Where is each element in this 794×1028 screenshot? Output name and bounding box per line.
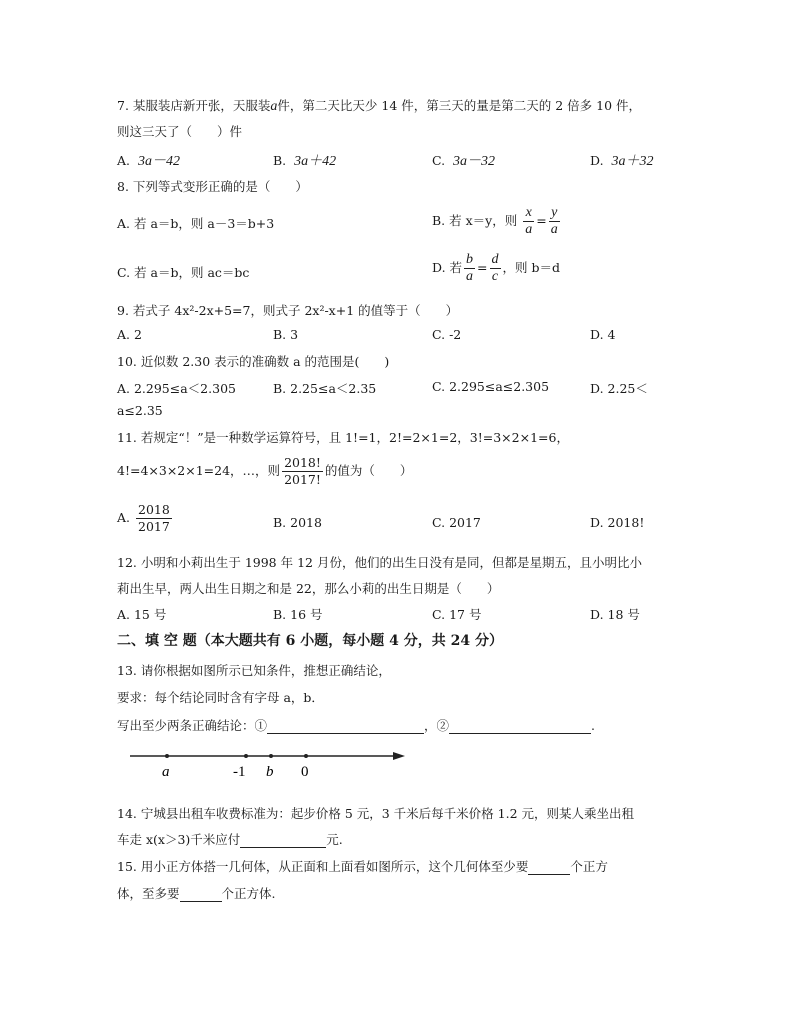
q11-option-c: C. 2017 [432,515,481,530]
q13-line2: 要求：每个结论同时含有字母 a，b． [117,690,324,705]
q12-line2: 莉出生早，两人出生日期之和是 22，那么小莉的出生日期是（ ） [117,581,500,596]
q9-stem: 9. 若式子 4x²-2x+5=7，则式子 2x²-x+1 的值等于（ ） [117,303,459,318]
section-heading: 二、填 空 题（本大题共有 6 小题，每小题 4 分，共 24 分） [117,633,503,649]
q11-line2: 4!=4×3×2×1=24，…，则 $\frac{2018!}{2017!}$ 的值为（ ） [117,455,413,487]
q8-d-frac-1: $\frac{b}{a}$ [466,252,474,284]
q14-line1: 14. 宁城县出租车收费标准为：起步价格 5 元，3 千米后每千米价格 1.2 元，则某人乘坐出租 [117,806,635,821]
q8-stem: 8. 下列等式变形正确的是（ ） [117,179,308,194]
q7-text-b: 件，第二天比天少 14 件，第三天的量是第二天的 2 倍多 10 件， [277,98,642,113]
q10-stem: 10. 近似数 2.30 表示的准确数 a 的范围是( ) [117,354,390,369]
q11-option-d: D. 2018! [590,515,645,530]
q11-a-frac: $\frac{2018}{2017}$ [138,502,170,534]
q10-option-c: C. 2.295≤a≤2.305 [432,379,550,394]
q12-option-d: D. 18 号 [590,607,640,622]
q7-option-a: A. 3a－42 [117,153,180,169]
q7-line1 [117,96,641,115]
q7-text-a: 7. 某服装店新开张，天服装 [117,98,271,113]
label-b: b [266,764,274,780]
label-minus-one: -1 [233,764,246,780]
q7-option-d: D. 3a＋32 [590,153,654,169]
q11-option-a: A. $\frac{2018}{2017}$ [117,502,170,534]
q9-option-d: D. 4 [590,327,616,342]
q8-option-a: A. 若 a＝b，则 a－3＝b+3 [117,216,275,231]
q14-line2: 车走 x(x＞3)千米应付 元. [117,832,343,847]
q10-option-b: B. 2.25≤a＜2.35 [273,381,377,396]
point-a [165,754,169,758]
q14-answer-blank[interactable] [240,835,326,848]
q7-line2: 则这三天了（ ）件 [117,124,243,139]
q12-option-c: C. 17 号 [432,607,482,622]
q15-answer-blank-max[interactable] [180,889,222,902]
point-b [269,754,273,758]
q12-option-b: B. 16 号 [273,607,323,622]
q11-line1: 11. 若规定“！”是一种数学运算符号，且 1!=1，2!=2×1=2，3!=3×2×1=6， [117,430,569,445]
q9-option-a: A. 2 [117,327,142,342]
q11-option-b: B. 2018 [273,515,322,530]
q9-option-c: C. -2 [432,327,462,342]
label-a: a [162,764,170,780]
q10-option-a: A. 2.295≤a＜2.305 [117,381,236,396]
q13-line3: 写出至少两条正确结论：① ，② . [117,718,596,733]
number-line-arrow [393,752,405,760]
q9-option-b: B. 3 [273,327,299,342]
q12-line1: 12. 小明和小莉出生于 1998 年 12 月份，他们的出生日没有是同，但都是星期五，且小明比小 [117,555,642,570]
q8-b-frac-2: $\frac{y}{a}$ [550,205,558,237]
point-zero [304,754,308,758]
q8-option-b: B. 若 x＝y，则 $\frac{x}{a}$ = $\frac{y}{a}$ [432,205,558,237]
label-zero: 0 [301,764,309,780]
q8-d-frac-2: $\frac{d}{c}$ [491,252,499,284]
q15-answer-blank-min[interactable] [528,862,570,875]
q12-option-a: A. 15 号 [117,607,167,622]
q13-line1: 13. 请你根据如图所示已知条件，推想正确结论， [117,663,391,678]
q10-option-d: D. 2.25＜ [590,381,648,396]
point-minus-one [244,754,248,758]
q7-option-b: B. 3a＋42 [273,153,337,169]
q7-var-a: a [270,99,278,114]
number-line [125,745,415,785]
q15-line2: 体，至多要 个正方体. [117,886,276,901]
q11-frac: $\frac{2018!}{2017!}$ [284,455,321,487]
q8-option-d: D. 若 $\frac{b}{a}$ = $\frac{d}{c}$ ，则 b＝d [432,252,560,284]
q13-answer-blank-1[interactable] [267,721,424,734]
q13-answer-blank-2[interactable] [449,721,591,734]
q15-line1: 15. 用小正方体搭一几何体，从正面和上面看如图所示，这个几何体至少要 个正方 [117,859,608,874]
q8-b-frac-1: $\frac{x}{a}$ [525,205,533,237]
q8-option-c: C. 若 a＝b，则 ac＝bc [117,265,250,280]
q7-option-c: C. 3a－32 [432,153,496,169]
q10-option-d-wrap: a≤2.35 [117,403,163,418]
